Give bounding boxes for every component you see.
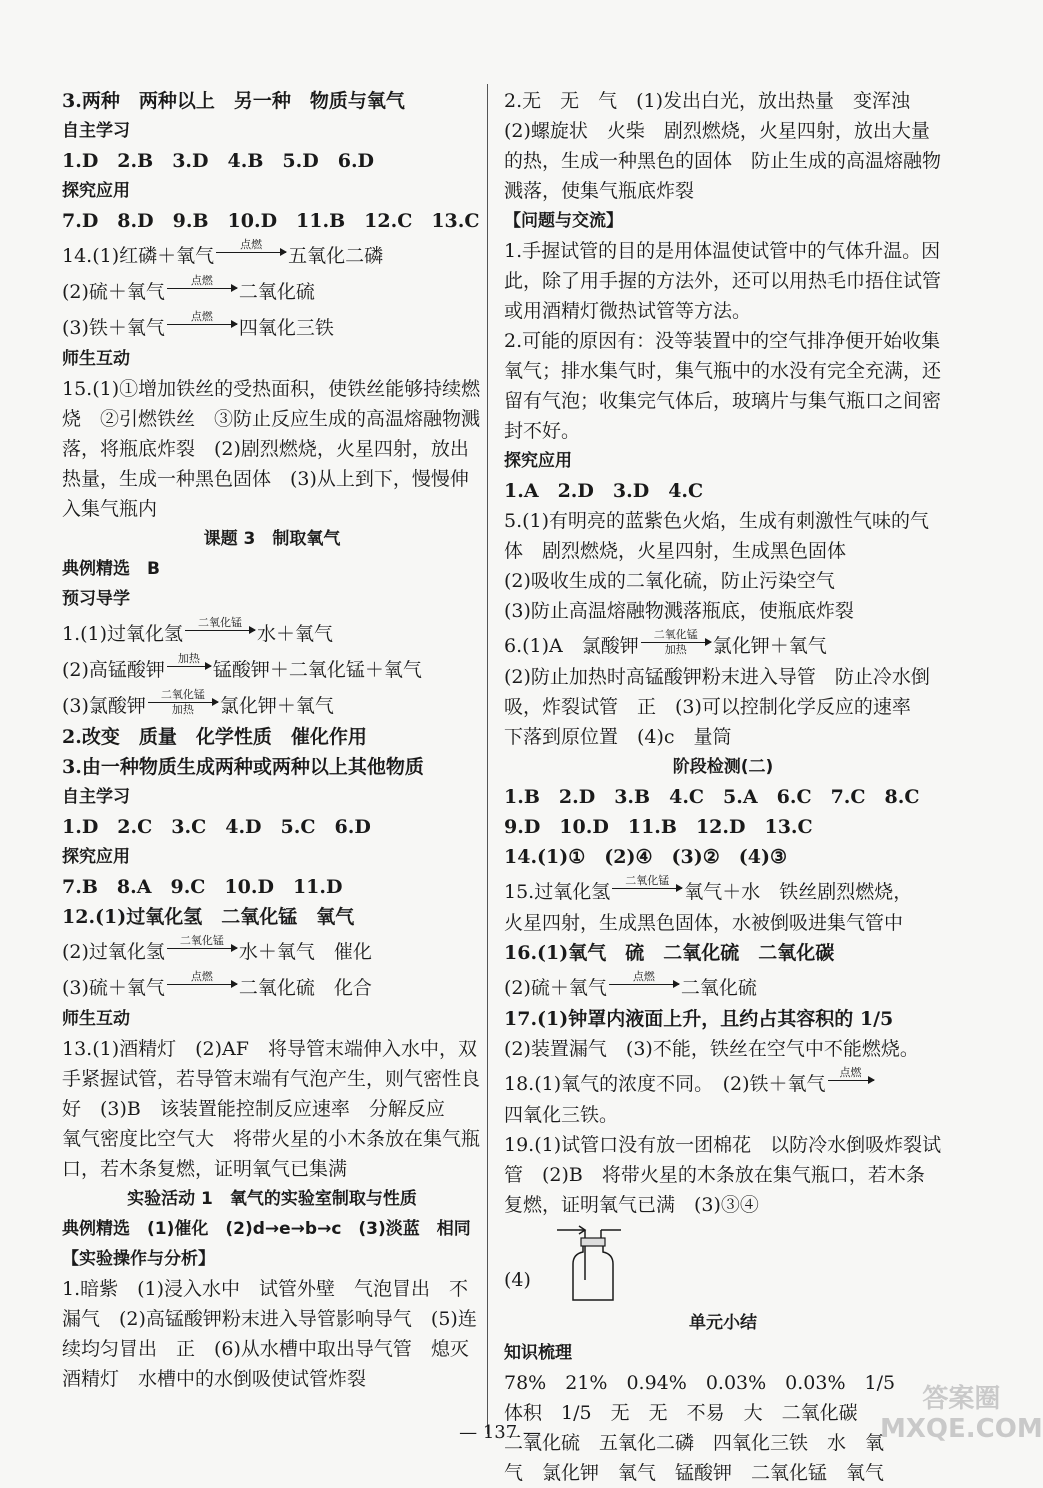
answer-paragraph: 19.(1)试管口没有放一团棉花 以防冷水倒吸炸裂试管 (2)B 将带火星的木条放在集气瓶口，若木条复燃，证明氧气已满 (3)③④: [504, 1134, 942, 1216]
condition: 点燃: [190, 274, 213, 287]
condition: 加热: [177, 652, 200, 665]
arrow-icon: [828, 1080, 874, 1081]
reaction-arrow: [185, 616, 255, 654]
section-heading: 自主学习: [62, 121, 130, 141]
answer-line: 14.(1)① (2)④ (3)② (4)③: [504, 846, 787, 868]
answer-line: 1.D 2.B 3.D 4.B 5.D 6.D: [62, 150, 375, 172]
condition: 二氧化锰: [160, 688, 205, 701]
equation-line: [504, 1064, 942, 1100]
section-heading: 预习导学: [62, 589, 130, 609]
section-heading: 自主学习: [62, 787, 130, 807]
answer-paragraph: 2.可能的原因有：没等装置中的空气排净便开始收集氧气；排水集气时，集气瓶中的水没有完全充满，还留有气泡；收集完气体后，玻璃片与集气瓶口之间密封不好。: [504, 330, 942, 442]
column-divider: [487, 84, 488, 1434]
answer-line: 7.D 8.D 9.B 10.D 11.B 12.C 13.C: [62, 210, 480, 232]
answer-line: 四氧化三铁。: [504, 1104, 619, 1126]
answer-line: 1.D 2.C 3.C 4.D 5.C 6.D: [62, 816, 371, 838]
equation-line: [62, 686, 482, 722]
reactants: 6.(1)A 氯酸钾: [504, 635, 639, 657]
equation-line: [62, 236, 482, 272]
answer-paragraph: 2.无 无 气 (1)发出白光，放出热量 变浑浊 (2)螺旋状 火柴 剧烈燃烧，火星四射，放出大量的热，生成一种黑色的固体 防止生成的高温熔融物溅落，使集气瓶底炸裂: [504, 90, 942, 202]
equation-line: [62, 614, 482, 650]
condition: 点燃: [190, 310, 213, 323]
reaction-arrow: [148, 688, 218, 726]
condition: 点燃: [839, 1066, 862, 1079]
watermark: 答案圈 MXQE.COM: [880, 1384, 1043, 1444]
answer-line: 16.(1)氧气 硫 二氧化硫 二氧化碳: [504, 942, 835, 964]
equation-line: [62, 308, 482, 344]
arrow-icon: [216, 252, 286, 253]
reaction-arrow: [216, 238, 286, 276]
unit-summary-title: 单元小结: [689, 1313, 757, 1333]
answer-line: (3)防止高温熔融物溅落瓶底，使瓶底炸裂: [504, 600, 854, 622]
stage-title: 阶段检测(二): [672, 757, 774, 777]
reactants: (3)氯酸钾: [62, 695, 146, 717]
answer-line: 1.B 2.D 3.B 4.C 5.A 6.C 7.C 8.C: [504, 786, 920, 808]
products: 二氧化硫 化合: [238, 977, 372, 999]
reactants: (2)过氧化氢: [62, 941, 165, 963]
arrow-icon: [167, 984, 237, 985]
gas-bottle-icon: [555, 1220, 625, 1342]
section-heading: 【问题与交流】: [504, 211, 623, 231]
left-column: [62, 86, 482, 1394]
reaction-arrow: [609, 970, 679, 1008]
equation-line: [62, 932, 482, 968]
answer-paragraph: 13.(1)酒精灯 (2)AF 将导管末端伸入水中，双手紧握试管，若导管末端有气泡产生，则气密性良好 (3)B 该装置能控制反应速率 分解反应 氧气密度比空气大 将带火星的小木条放在集气瓶口，若木条复燃，证明氧气已集满: [62, 1038, 481, 1180]
reactants: (3)铁＋氧气: [62, 317, 165, 339]
condition: 二氧化锰: [179, 934, 224, 947]
arrow-icon: [609, 984, 679, 985]
reaction-arrow: [641, 628, 711, 666]
products: 氯化钾＋氧气: [219, 695, 334, 717]
condition: 二氧化锰: [625, 874, 670, 887]
reaction-arrow: [167, 274, 237, 312]
products: 氯化钾＋氧气: [712, 635, 827, 657]
reactants: 1.(1)过氧化氢: [62, 623, 184, 645]
answer-line: 9.D 10.D 11.B 12.D 13.C: [504, 816, 813, 838]
answer-line: 2.改变 质量 化学性质 催化作用: [62, 726, 367, 748]
answer-paragraph: 1.手握试管的目的是用体温使试管中的气体升温。因此，除了用手握的方法外，还可以用热毛巾捂住试管或用酒精灯微热试管等方法。: [504, 240, 942, 322]
answer-line: 3.两种 两种以上 另一种 物质与氧气: [62, 90, 405, 112]
arrow-icon: [167, 288, 237, 289]
answer-label: (4): [504, 1269, 531, 1291]
arrow-icon: [641, 642, 711, 643]
answer-line: 1.A 2.D 3.D 4.C: [504, 480, 704, 502]
reactants: (2)高锰酸钾: [62, 659, 165, 681]
section-heading: 探究应用: [62, 847, 130, 867]
products: 水＋氧气 催化: [238, 941, 372, 963]
example-line: 典例精选 (1)催化 (2)d→e→b→c (3)淡蓝 相同: [62, 1219, 471, 1239]
section-heading: 师生互动: [62, 349, 130, 369]
arrow-icon: [185, 630, 255, 631]
products: 五氧化二磷: [288, 245, 384, 267]
experiment-title: 实验活动 1 氧气的实验室制取与性质: [127, 1189, 417, 1209]
reactants: 14.(1)红磷＋氧气: [62, 245, 215, 267]
equation-line: [504, 626, 942, 662]
reaction-arrow: [167, 970, 237, 1008]
arrow-icon: [167, 324, 237, 325]
answer-line: 二氧化硫 五氧化二磷 四氧化三铁 水 氧: [504, 1432, 885, 1454]
reaction-arrow: [612, 874, 682, 912]
arrow-icon: [167, 666, 211, 667]
products: 二氧化硫: [680, 977, 757, 999]
arrow-icon: [612, 888, 682, 889]
section-heading: 师生互动: [62, 1009, 130, 1029]
page-number: — 137 —: [459, 1422, 541, 1443]
arrow-icon: [148, 702, 218, 703]
topic-title: 课题 3 制取氧气: [203, 529, 341, 549]
condition: 二氧化锰: [653, 628, 698, 641]
section-heading: 知识梳理: [504, 1343, 572, 1363]
condition-below: 加热: [664, 643, 687, 656]
answer-paragraph: 5.(1)有明亮的蓝紫色火焰，生成有刺激性气味的气体 剧烈燃烧，火星四射，生成黑色固体: [504, 510, 930, 562]
reactants: (3)硫＋氧气: [62, 977, 165, 999]
products: 水＋氧气: [257, 623, 334, 645]
condition: 点燃: [632, 970, 655, 983]
equation-line: [62, 968, 482, 1004]
section-heading: 【实验操作与分析】: [62, 1249, 215, 1269]
equation-line: [62, 272, 482, 308]
equation-line: [504, 872, 942, 908]
answer-line: 78% 21% 0.94% 0.03% 0.03% 1/5: [504, 1372, 896, 1394]
answer-paragraph: (2)防止加热时高锰酸钾粉末进入导管 防止冷水倒吸，炸裂试管 正 (3)可以控制化学反应的速率 下落到原位置 (4)c 量筒: [504, 666, 930, 748]
equation-line: [504, 968, 942, 1004]
example-line: 典例精选 B: [62, 559, 160, 579]
equation-line: [62, 650, 482, 686]
condition: 二氧化锰: [198, 616, 243, 629]
products: 二氧化硫: [238, 281, 315, 303]
condition-below: 加热: [171, 703, 194, 716]
reaction-arrow: [167, 310, 237, 348]
condition: 点燃: [190, 970, 213, 983]
condition: 点燃: [240, 238, 263, 251]
answer-line: (2)装置漏气 (3)不能，铁丝在空气中不能燃烧。: [504, 1038, 919, 1060]
answer-line: (2)吸收生成的二氧化硫，防止污染空气: [504, 570, 835, 592]
answer-line: 气 氯化钾 氧气 锰酸钾 二氧化锰 氧气: [504, 1462, 885, 1484]
answer-line: 3.由一种物质生成两种或两种以上其他物质: [62, 756, 424, 778]
reactants: (2)硫＋氧气: [504, 977, 607, 999]
reactants: (2)硫＋氧气: [62, 281, 165, 303]
answer-paragraph: 15.(1)①增加铁丝的受热面积，使铁丝能够持续燃烧 ②引燃铁丝 ③防止反应生成的高温熔融物溅落，将瓶底炸裂 (2)剧烈燃烧，火星四射，放出热量，生成一种黑色固体 (3)从上到下，慢慢伸入集气瓶内: [62, 378, 481, 520]
answer-line: 体积 1/5 无 无 不易 大 二氧化碳: [504, 1402, 858, 1424]
reactants: 18.(1)氧气的浓度不同。 (2)铁＋氧气: [504, 1073, 826, 1095]
arrow-icon: [167, 948, 237, 949]
products: 锰酸钾＋二氧化锰＋氧气: [212, 659, 422, 681]
products: 氧气＋水 铁丝剧烈燃烧，: [684, 881, 913, 903]
answer-line: 7.B 8.A 9.C 10.D 11.D: [62, 876, 343, 898]
answer-line: 12.(1)过氧化氢 二氧化锰 氧气: [62, 906, 355, 928]
reaction-arrow: [167, 934, 237, 972]
reactants: 15.过氧化氢: [504, 881, 611, 903]
answer-line: 17.(1)钟罩内液面上升，且约占其容积的 1/5: [504, 1008, 894, 1030]
reaction-arrow: [167, 652, 211, 690]
right-column: [504, 86, 942, 1488]
reaction-arrow: [828, 1066, 874, 1104]
apparatus-line: [504, 1220, 942, 1308]
answer-line: 火星四射，生成黑色固体，水被倒吸进集气管中: [504, 912, 904, 934]
answer-paragraph: 1.暗紫 (1)浸入水中 试管外壁 气泡冒出 不漏气 (2)高锰酸钾粉末进入导管影响导气 (5)连续均匀冒出 正 (6)从水槽中取出导气管 熄灭酒精灯 水槽中的水倒吸使试管炸裂: [62, 1278, 477, 1390]
products: 四氧化三铁: [238, 317, 334, 339]
section-heading: 探究应用: [62, 181, 130, 201]
section-heading: 探究应用: [504, 451, 572, 471]
